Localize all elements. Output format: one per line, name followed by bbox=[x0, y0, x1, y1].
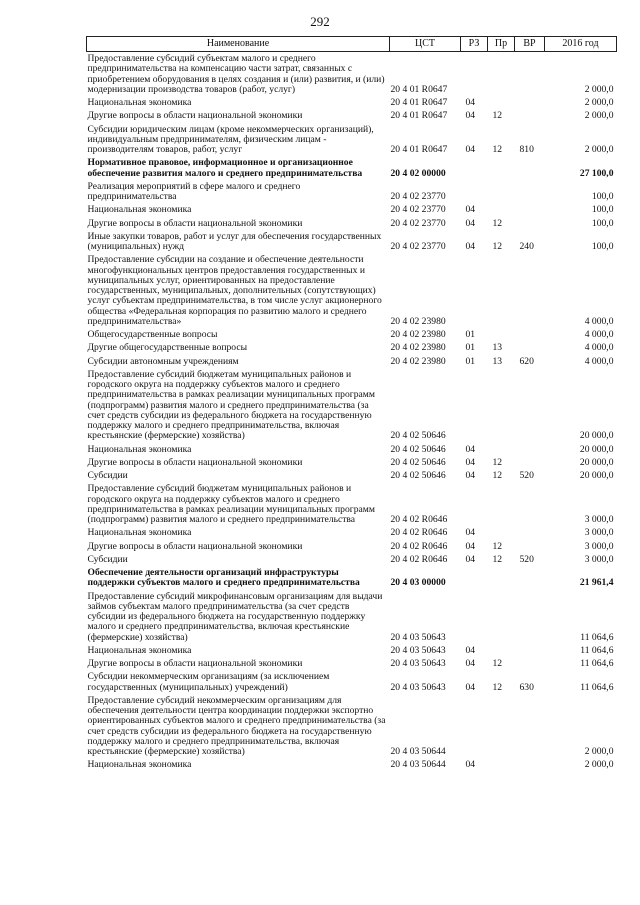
cell-pr: 13 bbox=[492, 355, 503, 367]
cell-amount: 11 064,6 bbox=[580, 631, 614, 643]
header-name: Наименование bbox=[87, 37, 390, 52]
cell-cst: 20 4 02 50646 bbox=[390, 443, 446, 455]
cell-rz bbox=[461, 156, 488, 180]
cell-name: Национальная экономика bbox=[87, 443, 192, 455]
cell-amount: 100,0 bbox=[591, 217, 614, 229]
cell-amount: 4 000,0 bbox=[584, 355, 614, 367]
cell-rz bbox=[461, 482, 488, 526]
cell-amount: 11 064,6 bbox=[580, 658, 614, 669]
cell-name: Предоставление субсидии на создание и обеспечение деятельности многофункциональных центров предоставления государственных и муниципальных услуг, ориентированных на предоставление государственных, муниципальных, дополнительных (сопутствующих) услуг субъектам предпринимательства, в том числе услуг акционерного общества «Федеральная корпорация по развитию малого и среднего предпринимательства» bbox=[87, 254, 382, 327]
table-row bbox=[87, 482, 617, 526]
cell-vr bbox=[515, 644, 545, 657]
cell-vr bbox=[515, 758, 545, 771]
cell-amount: 20 000,0 bbox=[579, 456, 614, 468]
cell-pr bbox=[488, 443, 515, 456]
cell-pr: 12 bbox=[492, 470, 503, 481]
table-row bbox=[87, 355, 617, 368]
cell-pr bbox=[488, 482, 515, 526]
cell-pr bbox=[488, 180, 515, 204]
cell-name: Другие общегосударственные вопросы bbox=[87, 342, 248, 354]
budget-table bbox=[86, 36, 617, 772]
table-row bbox=[87, 469, 617, 482]
cell-rz: 04 bbox=[465, 681, 476, 693]
cell-vr bbox=[515, 368, 545, 443]
cell-pr bbox=[488, 694, 515, 759]
cell-vr bbox=[515, 180, 545, 204]
cell-vr bbox=[515, 253, 545, 328]
cell-vr bbox=[515, 482, 545, 526]
cell-cst: 20 4 02 50646 bbox=[390, 456, 446, 468]
header-cst: ЦСТ bbox=[390, 37, 461, 52]
cell-amount: 2 000,0 bbox=[584, 746, 614, 757]
cell-amount: 2 000,0 bbox=[584, 97, 614, 108]
cell-cst: 20 4 02 23770 bbox=[390, 217, 446, 229]
cell-vr bbox=[515, 96, 545, 109]
cell-cst: 20 4 02 R0646 bbox=[390, 553, 448, 565]
header-amount: 2016 год bbox=[545, 37, 617, 52]
table-row bbox=[87, 328, 617, 341]
cell-cst: 20 4 02 23770 bbox=[390, 191, 446, 202]
cell-cst: 20 4 03 50644 bbox=[390, 746, 446, 757]
cell-name: Общегосударственные вопросы bbox=[87, 329, 218, 340]
table-row bbox=[87, 109, 617, 122]
cell-pr bbox=[488, 590, 515, 644]
cell-name: Предоставление субсидий субъектам малого и среднего предпринимательства на компенсацию части затрат, связанных с приобретением оборудования в целях создания и (или) развития, и (или) модернизации производства товаров (работ, услуг) bbox=[87, 53, 385, 95]
cell-cst: 20 4 01 R0647 bbox=[390, 97, 448, 108]
cell-cst: 20 4 03 50644 bbox=[390, 759, 446, 771]
table-row bbox=[87, 156, 617, 180]
cell-vr: 630 bbox=[519, 681, 534, 693]
table-row bbox=[87, 180, 617, 204]
cell-cst: 20 4 03 50643 bbox=[390, 644, 446, 656]
cell-pr: 12 bbox=[492, 217, 503, 229]
cell-rz bbox=[461, 52, 488, 97]
cell-vr bbox=[515, 328, 545, 341]
table-row bbox=[87, 443, 617, 456]
cell-name: Другие вопросы в области национальной экономики bbox=[87, 456, 303, 468]
cell-name: Предоставление субсидий бюджетам муниципальных районов и городского округа на поддержку субъектов малого и среднего предпринимательства в рамках реализации муниципальных программ (подпрограмм) развития малого и среднего предпринимательства bbox=[87, 483, 375, 525]
cell-pr: 12 bbox=[492, 553, 503, 565]
cell-rz bbox=[461, 180, 488, 204]
cell-cst: 20 4 02 R0646 bbox=[390, 540, 448, 552]
cell-pr bbox=[488, 203, 515, 216]
table-row bbox=[87, 553, 617, 566]
table-row bbox=[87, 217, 617, 230]
cell-name: Субсидии bbox=[87, 553, 128, 565]
cell-vr: 810 bbox=[519, 144, 534, 155]
cell-amount: 3 000,0 bbox=[584, 527, 614, 539]
cell-cst: 20 4 02 R0646 bbox=[390, 527, 448, 539]
cell-name: Нормативное правовое, информационное и организационное обеспечение развития малого и среднего предпринимательства bbox=[87, 157, 363, 179]
table-row bbox=[87, 670, 617, 694]
cell-cst: 20 4 02 23770 bbox=[390, 204, 446, 216]
cell-cst: 20 4 01 R0647 bbox=[390, 110, 448, 122]
cell-cst: 20 4 03 50643 bbox=[390, 681, 446, 693]
cell-pr bbox=[488, 253, 515, 328]
cell-vr bbox=[515, 52, 545, 97]
cell-rz bbox=[461, 590, 488, 644]
cell-pr bbox=[488, 526, 515, 539]
cell-vr bbox=[515, 109, 545, 122]
cell-vr bbox=[515, 156, 545, 180]
cell-name: Предоставление субсидий микрофинансовым организациям для выдачи займов субъектам малого предпринимательства (за счет средств субсидии из федерального бюджета на государственную поддержку малого и среднего предпринимательства, включая крестьянские (фермерские) хозяйства) bbox=[87, 590, 383, 643]
cell-pr: 12 bbox=[492, 681, 503, 693]
cell-amount: 20 000,0 bbox=[579, 443, 614, 455]
cell-vr: 520 bbox=[519, 553, 534, 565]
cell-cst: 20 4 02 R0646 bbox=[390, 514, 448, 525]
cell-amount: 4 000,0 bbox=[584, 315, 614, 327]
header-vr: ВР bbox=[515, 37, 545, 52]
cell-rz bbox=[461, 566, 488, 590]
cell-name: Предоставление субсидий бюджетам муниципальных районов и городского округа на поддержку субъектов малого и среднего предпринимательства в рамках реализации муниципальных программ (подпрограмм) развития малого и среднего предпринимательства (за счет средств субсидии из федерального бюджета на государственную поддержку малого и среднего предпринимательства, включая крестьянские (фермерские) хозяйства) bbox=[87, 368, 375, 442]
page-number: 292 bbox=[310, 14, 330, 29]
cell-cst: 20 4 03 50643 bbox=[390, 631, 446, 643]
cell-amount: 4 000,0 bbox=[584, 329, 614, 340]
cell-pr bbox=[488, 96, 515, 109]
cell-pr bbox=[488, 328, 515, 341]
cell-pr bbox=[488, 644, 515, 657]
cell-cst: 20 4 02 23770 bbox=[390, 241, 446, 252]
cell-cst: 20 4 02 23980 bbox=[390, 342, 446, 354]
cell-rz: 04 bbox=[465, 241, 476, 252]
cell-rz: 04 bbox=[465, 658, 476, 669]
table-row bbox=[87, 758, 617, 771]
cell-vr bbox=[515, 657, 545, 670]
cell-name: Иные закупки товаров, работ и услуг для обеспечения государственных (муниципальных) нужд bbox=[87, 230, 382, 252]
table-header bbox=[87, 37, 617, 52]
table-row bbox=[87, 644, 617, 657]
cell-pr: 13 bbox=[492, 342, 503, 354]
cell-pr bbox=[488, 566, 515, 590]
table-row bbox=[87, 456, 617, 469]
cell-cst: 20 4 03 50643 bbox=[390, 658, 446, 669]
cell-amount: 2 000,0 bbox=[584, 759, 614, 771]
table-row bbox=[87, 694, 617, 759]
cell-name: Национальная экономика bbox=[87, 204, 192, 216]
cell-name: Субсидии юридическим лицам (кроме некоммерческих организаций), индивидуальным предпринимателям, физическим лицам - производителям товаров, работ, услуг bbox=[87, 123, 374, 155]
cell-cst: 20 4 02 50646 bbox=[390, 470, 446, 481]
cell-rz: 01 bbox=[465, 355, 476, 367]
cell-pr bbox=[488, 52, 515, 97]
cell-cst: 20 4 03 00000 bbox=[390, 577, 446, 589]
cell-rz: 04 bbox=[465, 110, 476, 122]
cell-vr bbox=[515, 203, 545, 216]
cell-rz bbox=[461, 694, 488, 759]
cell-pr bbox=[488, 368, 515, 443]
cell-cst: 20 4 02 23980 bbox=[390, 329, 446, 340]
cell-name: Национальная экономика bbox=[87, 644, 192, 656]
cell-rz: 01 bbox=[465, 342, 476, 354]
cell-pr: 12 bbox=[492, 241, 503, 252]
cell-name: Другие вопросы в области национальной экономики bbox=[87, 217, 303, 229]
cell-vr bbox=[515, 540, 545, 553]
table-row bbox=[87, 540, 617, 553]
cell-rz: 04 bbox=[465, 470, 476, 481]
cell-name: Национальная экономика bbox=[87, 527, 192, 539]
cell-amount: 2 000,0 bbox=[584, 144, 614, 155]
cell-pr: 12 bbox=[492, 110, 503, 122]
cell-amount: 11 064,6 bbox=[580, 681, 614, 693]
cell-amount: 2 000,0 bbox=[584, 83, 614, 95]
table-row bbox=[87, 203, 617, 216]
cell-name: Другие вопросы в области национальной экономики bbox=[87, 658, 303, 669]
cell-amount: 3 000,0 bbox=[584, 553, 614, 565]
cell-name: Обеспечение деятельности организаций инфраструктуры поддержки субъектов малого и среднего предпринимательства bbox=[87, 567, 360, 589]
cell-amount: 4 000,0 bbox=[584, 342, 614, 354]
cell-amount: 11 064,6 bbox=[580, 644, 614, 656]
cell-name: Субсидии некоммерческим организациям (за исключением государственных (муниципальных) учреждений) bbox=[87, 671, 330, 693]
cell-cst: 20 4 02 23980 bbox=[390, 355, 446, 367]
cell-amount: 20 000,0 bbox=[579, 470, 614, 481]
cell-name: Реализация мероприятий в сфере малого и среднего предпринимательства bbox=[87, 180, 301, 202]
table-row bbox=[87, 123, 617, 157]
cell-name: Субсидии bbox=[87, 470, 128, 481]
cell-name: Предоставление субсидий некоммерческим организациям для обеспечения деятельности центра координации поддержки экспортно ориентированных субъектов малого и среднего предпринимательства (за счет средств субсидии из федерального бюджета на государственную поддержку малого и среднего предпринимательства, включая крестьянские (фермерские) хозяйства) bbox=[87, 694, 386, 757]
header-pr: Пр bbox=[488, 37, 515, 52]
cell-name: Национальная экономика bbox=[87, 97, 192, 108]
cell-vr bbox=[515, 341, 545, 354]
cell-rz: 04 bbox=[465, 456, 476, 468]
cell-pr: 12 bbox=[492, 456, 503, 468]
cell-amount: 3 000,0 bbox=[584, 540, 614, 552]
cell-rz: 04 bbox=[465, 527, 476, 539]
cell-vr: 240 bbox=[519, 241, 534, 252]
table-row bbox=[87, 341, 617, 354]
cell-name: Национальная экономика bbox=[87, 759, 192, 771]
cell-rz bbox=[461, 368, 488, 443]
table-row bbox=[87, 590, 617, 644]
cell-name: Другие вопросы в области национальной экономики bbox=[87, 110, 303, 122]
table-row bbox=[87, 96, 617, 109]
cell-vr: 520 bbox=[519, 470, 534, 481]
header-rz: РЗ bbox=[461, 37, 488, 52]
cell-vr bbox=[515, 694, 545, 759]
cell-vr bbox=[515, 456, 545, 469]
cell-amount: 100,0 bbox=[591, 241, 614, 252]
cell-rz: 04 bbox=[465, 540, 476, 552]
cell-amount: 2 000,0 bbox=[584, 110, 614, 122]
cell-rz: 04 bbox=[465, 443, 476, 455]
cell-cst: 20 4 02 00000 bbox=[390, 167, 446, 179]
cell-rz bbox=[461, 253, 488, 328]
cell-rz: 04 bbox=[465, 217, 476, 229]
cell-rz: 04 bbox=[465, 97, 476, 108]
cell-rz: 04 bbox=[465, 759, 476, 771]
cell-rz: 04 bbox=[465, 644, 476, 656]
cell-vr bbox=[515, 526, 545, 539]
cell-pr: 12 bbox=[492, 144, 503, 155]
cell-pr bbox=[488, 758, 515, 771]
cell-vr bbox=[515, 566, 545, 590]
cell-name: Другие вопросы в области национальной экономики bbox=[87, 540, 303, 552]
cell-vr: 620 bbox=[519, 355, 534, 367]
table-row bbox=[87, 230, 617, 254]
cell-rz: 01 bbox=[465, 329, 476, 340]
cell-vr bbox=[515, 443, 545, 456]
cell-amount: 100,0 bbox=[591, 204, 614, 216]
cell-cst: 20 4 02 50646 bbox=[390, 430, 446, 442]
cell-cst: 20 4 02 23980 bbox=[390, 315, 446, 327]
table-row bbox=[87, 566, 617, 590]
table-row bbox=[87, 657, 617, 670]
cell-vr bbox=[515, 217, 545, 230]
cell-pr: 12 bbox=[492, 658, 503, 669]
cell-cst: 20 4 01 R0647 bbox=[390, 144, 448, 155]
cell-amount: 20 000,0 bbox=[579, 430, 614, 442]
cell-name: Субсидии автономным учреждениям bbox=[87, 355, 239, 367]
cell-rz: 04 bbox=[465, 553, 476, 565]
cell-amount: 21 961,4 bbox=[579, 577, 614, 589]
table-row bbox=[87, 253, 617, 328]
table-row bbox=[87, 368, 617, 443]
cell-pr: 12 bbox=[492, 540, 503, 552]
cell-pr bbox=[488, 156, 515, 180]
table-row bbox=[87, 52, 617, 97]
cell-amount: 100,0 bbox=[591, 191, 614, 202]
table-body bbox=[87, 52, 617, 772]
cell-rz: 04 bbox=[465, 204, 476, 216]
cell-rz: 04 bbox=[465, 144, 476, 155]
cell-amount: 3 000,0 bbox=[584, 514, 614, 525]
cell-cst: 20 4 01 R0647 bbox=[390, 83, 448, 95]
table-row bbox=[87, 526, 617, 539]
cell-amount: 27 100,0 bbox=[579, 167, 614, 179]
cell-vr bbox=[515, 590, 545, 644]
